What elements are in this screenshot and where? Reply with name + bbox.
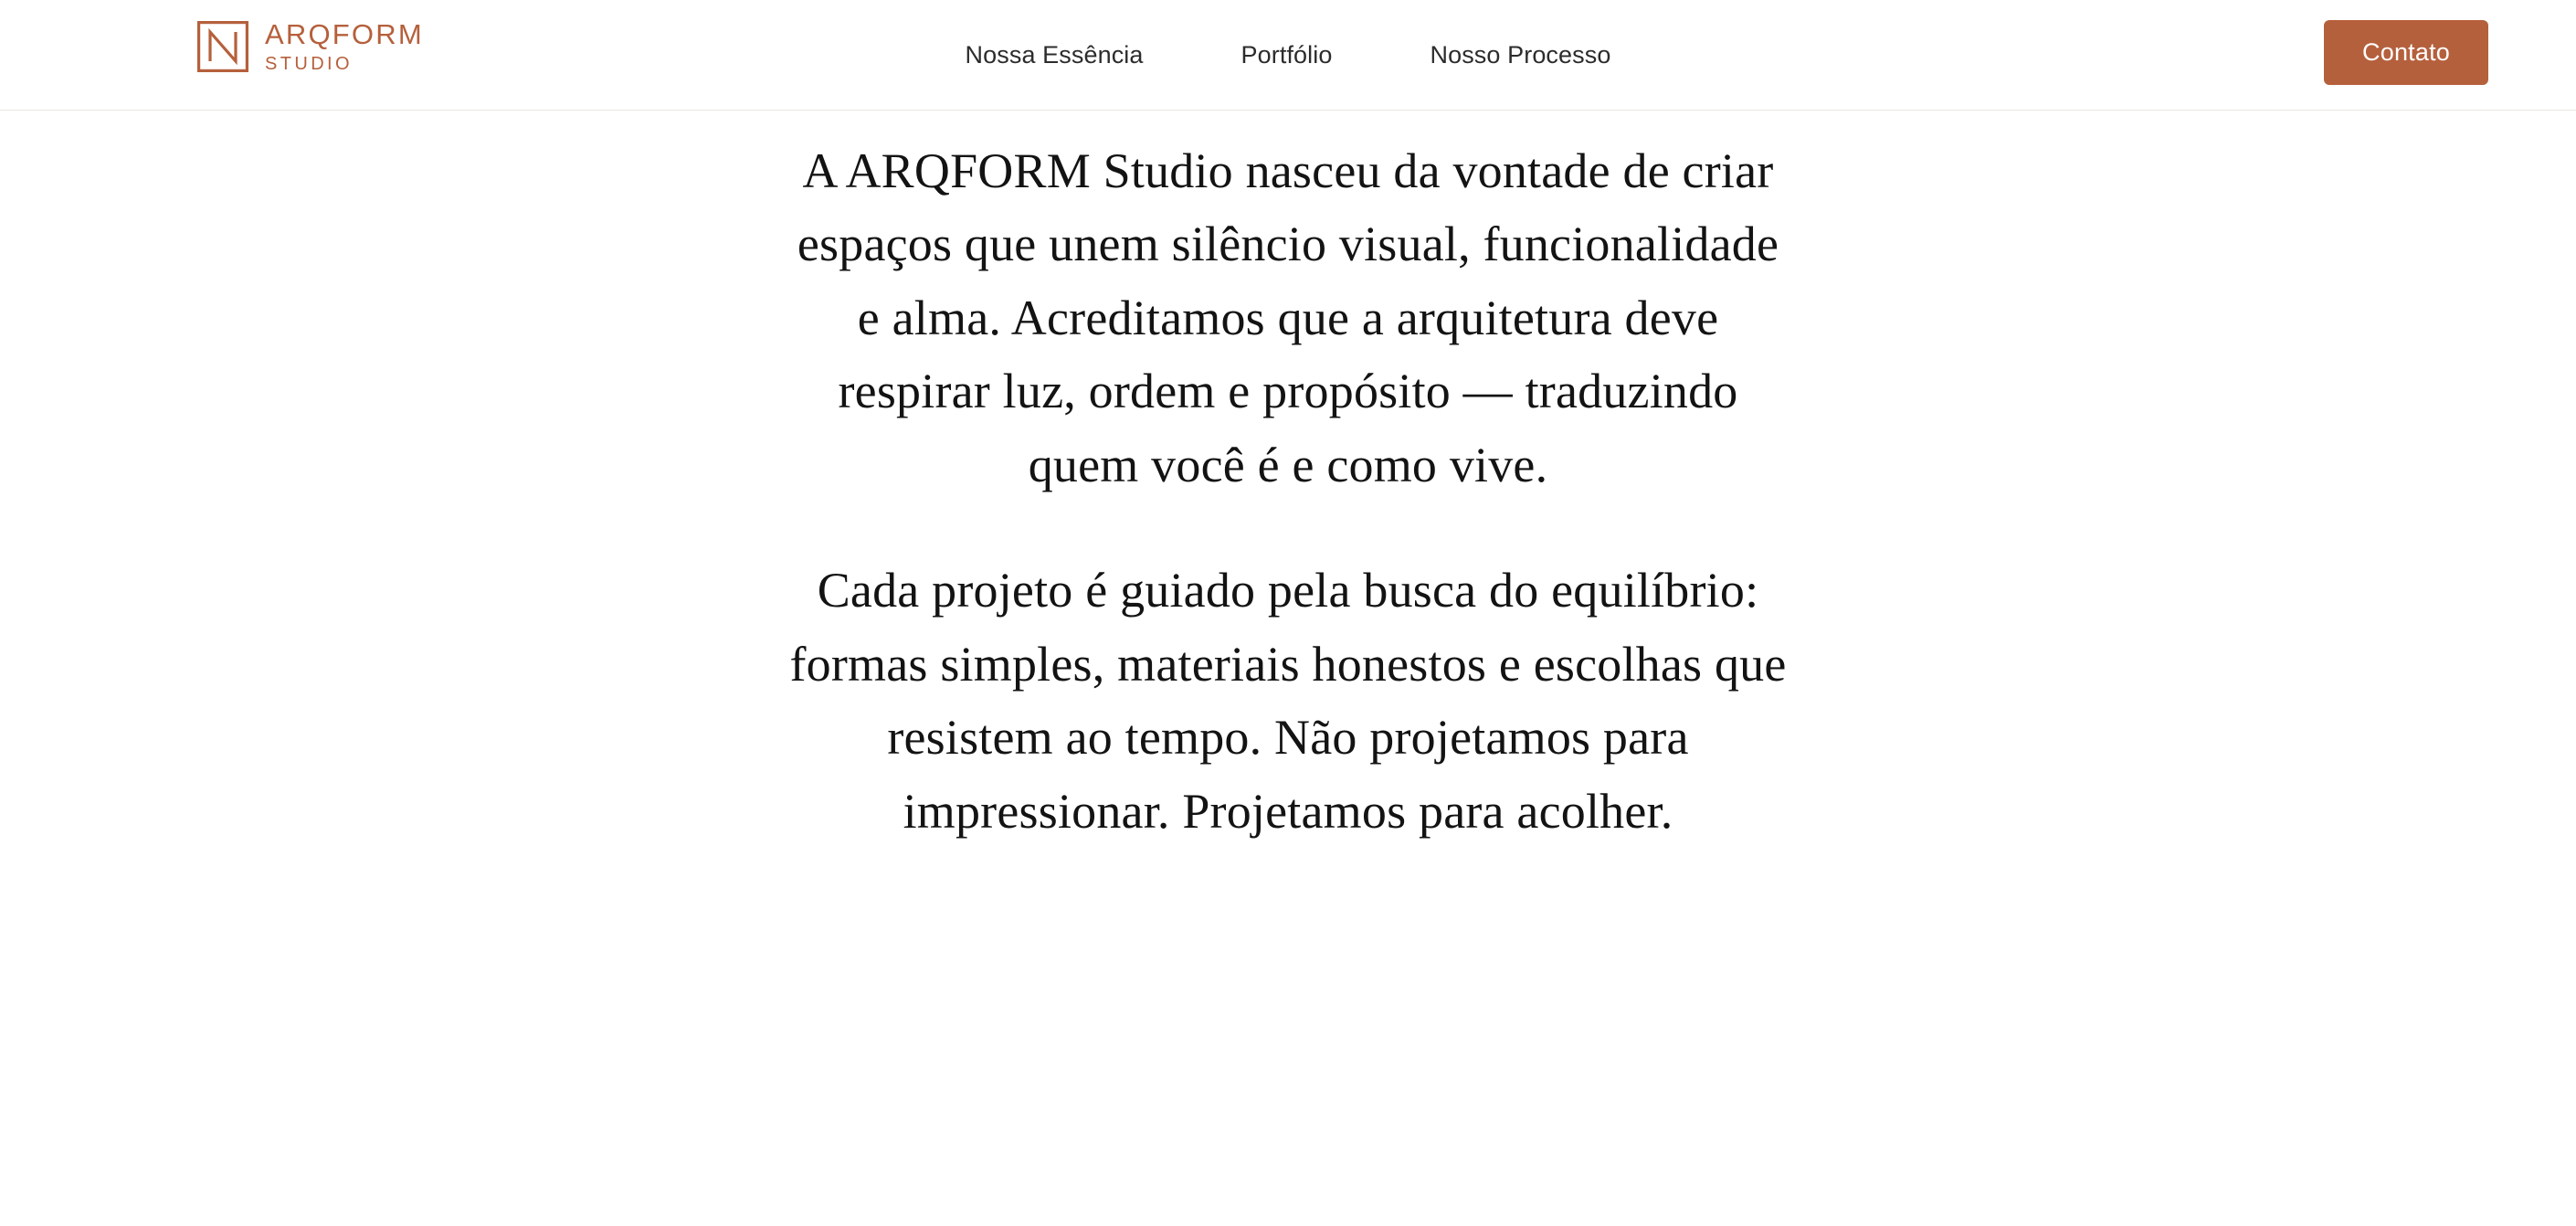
nav-links	[966, 41, 1611, 69]
contact-button[interactable]: Contato	[2324, 20, 2488, 85]
arqform-monogram-icon	[197, 21, 248, 72]
essence-section	[781, 134, 1795, 1226]
site-header	[0, 0, 2576, 111]
nav-item-portfolio[interactable]: Portfólio	[1240, 41, 1333, 69]
brand-subtitle: STUDIO	[265, 54, 353, 74]
essence-paragraph-1: A ARQFORM Studio nasceu da vontade de criar espaços que unem silêncio visual, funcionalidade e alma. Acreditamos que a arquitetura deve respirar luz, ordem e propósito — traduzindo quem você é e como vive.	[797, 143, 1779, 492]
brand-text	[265, 20, 424, 73]
main-content	[0, 111, 2576, 1226]
brand-name: ARQFORM	[265, 18, 424, 50]
nav-item-nossa-essencia[interactable]: Nossa Essência	[965, 41, 1144, 69]
nav-item-nosso-processo[interactable]: Nosso Processo	[1430, 41, 1611, 69]
brand-logo[interactable]	[197, 20, 424, 73]
essence-paragraph-2: Cada projeto é guiado pela busca do equilíbrio: formas simples, materiais honestos e escolhas que resistem ao tempo. Não projetamos para impressionar. Projetamos para acolher.	[789, 563, 1787, 839]
